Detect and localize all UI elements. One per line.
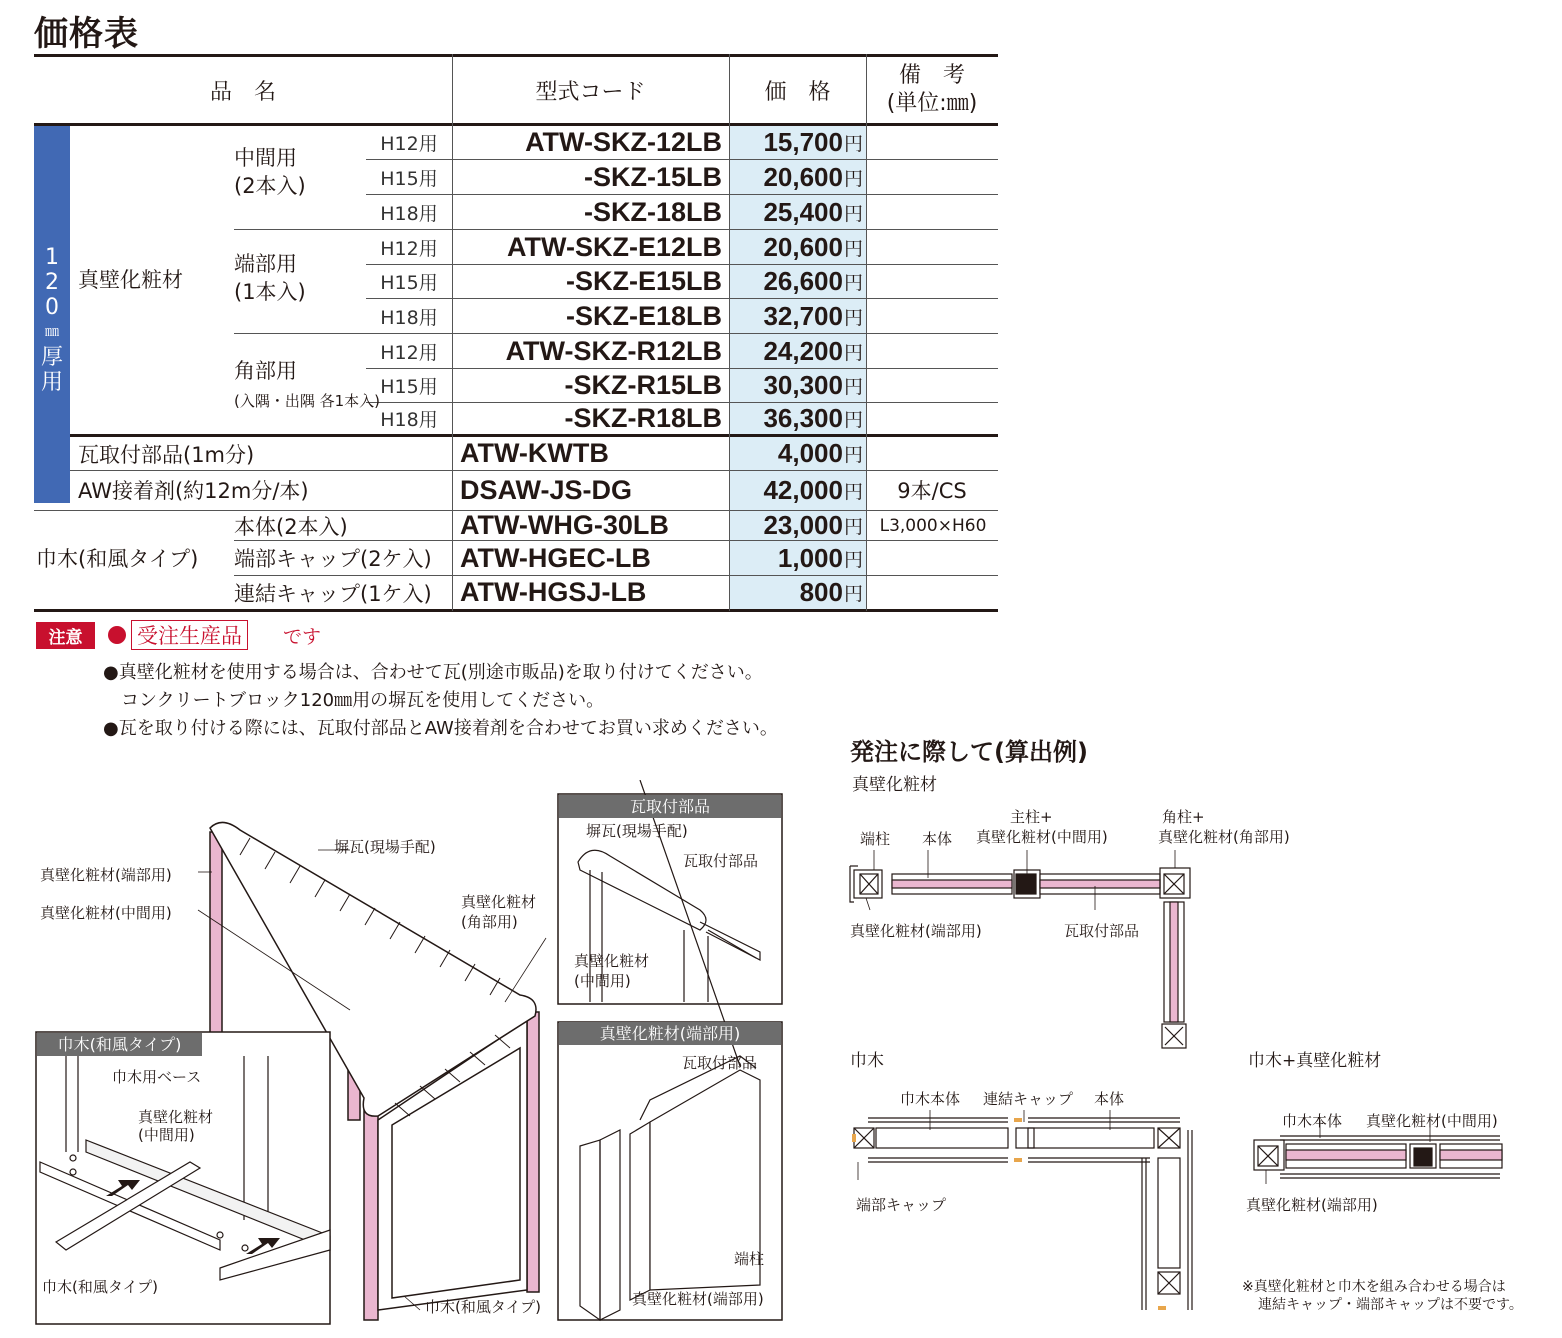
- label-tile-box-part: 瓦取付部品: [683, 852, 759, 870]
- label-end-post: 端柱: [860, 830, 891, 848]
- price-cell: [729, 299, 863, 333]
- tile-part-price: [729, 437, 863, 470]
- product-code: -SKZ-E15LB: [565, 266, 722, 296]
- price-value: 36,300: [763, 403, 843, 433]
- header-price: 価 格: [764, 79, 831, 105]
- tile-part-code: ATW-KWTB: [460, 438, 609, 468]
- price-cell: [729, 403, 863, 434]
- label-combo-habaki-body: 巾木本体: [1282, 1112, 1343, 1130]
- yen: 円: [843, 377, 863, 398]
- label-mid-1: 真壁化粧材: [138, 1108, 214, 1126]
- habaki-box-title: 巾木(和風タイプ): [37, 1033, 202, 1056]
- height-label: H15用: [380, 376, 438, 398]
- price-cell: [729, 369, 863, 402]
- adhesive-remark: 9本/CS: [897, 479, 967, 503]
- yen: 円: [843, 481, 863, 503]
- makabe-example-title: 真壁化粧材: [852, 775, 937, 795]
- label-end-box-end: 真壁化粧材(端部用): [632, 1290, 764, 1308]
- subgroup-corner-2: (入隅・出隅 各1本入): [234, 392, 381, 410]
- label-habaki-body: 巾木本体: [900, 1090, 961, 1108]
- yen: 円: [843, 307, 863, 329]
- yen: 円: [843, 238, 863, 260]
- subgroup-end-2: (1本入): [234, 280, 306, 304]
- yen: 円: [843, 410, 863, 431]
- label-combo-middle: 真壁化粧材(中間用): [1366, 1112, 1498, 1130]
- height-label: H18用: [380, 202, 438, 225]
- label-end-material: 真壁化粧材(端部用): [40, 866, 172, 884]
- made-to-order-suffix: です: [283, 625, 322, 648]
- habaki-item-code: ATW-HGSJ-LB: [460, 577, 647, 607]
- combo-example-title: 巾木+真壁化粧材: [1248, 1051, 1382, 1071]
- label-corner-post-1: 角柱+: [1162, 808, 1205, 826]
- label-corner-material-2: (角部用): [461, 913, 518, 931]
- habaki-example-title: 巾木: [850, 1051, 884, 1071]
- header-remarks-1: 備 考: [898, 63, 965, 88]
- label-tile-box-mid-2: (中間用): [574, 972, 631, 990]
- habaki-item-price-value: 1,000: [777, 542, 843, 573]
- price-value: 32,700: [763, 300, 843, 331]
- label-wall-tile: 塀瓦(現場手配): [334, 838, 436, 856]
- subgroup-middle: [234, 144, 306, 200]
- habaki-item-code: ATW-WHG-30LB: [460, 510, 669, 540]
- thickness-band: [34, 125, 70, 503]
- product-code: -SKZ-18LB: [583, 196, 722, 227]
- subgroup-end: [234, 250, 306, 306]
- product-code: ATW-SKZ-R12LB: [505, 335, 722, 366]
- yen: 円: [843, 133, 863, 155]
- habaki-group: 巾木(和風タイプ): [36, 547, 199, 571]
- end-box-title: 真壁化粧材(端部用): [559, 1022, 781, 1045]
- price-value: 20,600: [763, 161, 843, 192]
- yen: 円: [843, 168, 863, 190]
- tile-part-name: 瓦取付部品(1m分): [78, 442, 255, 467]
- header-name: 品 名: [209, 79, 276, 105]
- label-habaki-inset: 巾木(和風タイプ): [42, 1278, 158, 1296]
- product-code: -SKZ-15LB: [583, 161, 722, 192]
- product-code: ATW-SKZ-12LB: [525, 126, 722, 157]
- label-habaki-base: 巾木用ベース: [112, 1068, 202, 1086]
- product-code: -SKZ-R18LB: [564, 403, 722, 433]
- yen: 円: [843, 342, 863, 364]
- label-mid-2: (中間用): [138, 1126, 195, 1144]
- header-remarks-2: (単位:㎜): [886, 91, 978, 116]
- habaki-item-price: [729, 541, 863, 575]
- label-joint-cap: 連結キャップ: [983, 1090, 1074, 1108]
- adhesive-price: [729, 471, 863, 509]
- label-tile-part: 瓦取付部品: [1064, 922, 1140, 940]
- thickness-label: 1 2 0 ㎜ 厚 用: [40, 245, 63, 395]
- price-cell: [729, 334, 863, 368]
- height-label: H15用: [380, 167, 438, 190]
- yen: 円: [843, 203, 863, 225]
- price-value: 25,400: [763, 196, 843, 227]
- price-value: 24,200: [763, 335, 843, 366]
- label-body: 本体: [922, 830, 953, 848]
- adhesive-code: DSAW-JS-DG: [460, 474, 632, 505]
- yen: 円: [843, 445, 863, 466]
- made-to-order-label: 受注生産品: [131, 620, 248, 650]
- label-end-box-post: 端柱: [734, 1250, 765, 1268]
- label-end-box-part: 瓦取付部品: [682, 1054, 758, 1072]
- product-code: -SKZ-E18LB: [565, 300, 722, 331]
- subgroup-end-1: 端部用: [234, 252, 297, 276]
- yen: 円: [843, 517, 863, 538]
- label-end-cap: 端部キャップ: [856, 1196, 947, 1214]
- label-habaki-main-body: 本体: [1094, 1090, 1125, 1108]
- yen: 円: [843, 273, 863, 294]
- adhesive-price-value: 42,000: [763, 474, 843, 505]
- habaki-item-price: [729, 511, 863, 540]
- subgroup-middle-1: 中間用: [234, 146, 297, 170]
- yen: 円: [843, 584, 863, 605]
- label-corner-material-1: 真壁化粧材: [461, 893, 537, 911]
- label-end-material: 真壁化粧材(端部用): [850, 922, 982, 940]
- page-title: 価格表: [34, 14, 139, 54]
- label-middle-material: 真壁化粧材(中間用): [40, 904, 172, 922]
- price-cell: [729, 160, 863, 194]
- height-label: H12用: [380, 341, 438, 364]
- height-label: H18用: [380, 306, 438, 329]
- group-makabe: 真壁化粧材: [78, 268, 183, 292]
- habaki-item-name: 本体(2本入): [234, 514, 348, 539]
- price-value: 20,600: [763, 231, 843, 262]
- label-main-post-2: 真壁化粧材(中間用): [976, 828, 1108, 846]
- habaki-item-price: [729, 576, 863, 609]
- habaki-item-remark: L3,000×H60: [879, 515, 987, 536]
- price-value: 30,300: [763, 370, 843, 400]
- habaki-item-price-value: 23,000: [763, 510, 843, 540]
- note-line: ●瓦を取り付ける際には、瓦取付部品とAW接着剤を合わせてお買い求めください。: [103, 718, 778, 739]
- header-code: 型式コード: [535, 79, 646, 105]
- price-cell: [729, 195, 863, 229]
- subgroup-middle-2: (2本入): [234, 174, 306, 198]
- tile-part-price-value: 4,000: [777, 438, 843, 468]
- price-value: 26,600: [763, 266, 843, 296]
- product-code: ATW-SKZ-E12LB: [507, 231, 722, 262]
- order-example-title: 発注に際して(算出例): [850, 738, 1088, 766]
- order-diagrams: [840, 840, 1560, 1320]
- tile-box-title: 瓦取付部品: [559, 795, 781, 818]
- label-tile-box-wall-tile: 塀瓦(現場手配): [586, 822, 688, 840]
- label-main-post-1: 主柱+: [1010, 808, 1053, 826]
- price-cell: [729, 265, 863, 298]
- habaki-item-name: 端部キャップ(2ケ入): [234, 547, 432, 571]
- subgroup-corner-1: 角部用: [234, 359, 297, 383]
- header-remarks: [866, 57, 998, 123]
- height-label: H12用: [380, 237, 438, 260]
- subgroup-corner: [234, 356, 380, 416]
- height-label: H18用: [380, 409, 438, 431]
- label-habaki: 巾木(和風タイプ): [425, 1298, 541, 1316]
- footnote-2: 連結キャップ・端部キャップは不要です。: [1258, 1297, 1523, 1313]
- yen: 円: [843, 549, 863, 571]
- price-cell: [729, 230, 863, 264]
- note-line: ●真壁化粧材を使用する場合は、合わせて瓦(別途市販品)を取り付けてください。: [103, 662, 763, 683]
- product-code: -SKZ-R15LB: [564, 370, 722, 400]
- adhesive-name: AW接着剤(約12m分/本): [78, 479, 309, 503]
- price-cell: [729, 125, 863, 159]
- red-dot-icon: [108, 626, 126, 644]
- footnote-1: ※真壁化粧材と巾木を組み合わせる場合は: [1242, 1279, 1506, 1295]
- label-combo-end: 真壁化粧材(端部用): [1246, 1196, 1378, 1214]
- price-value: 15,700: [763, 126, 843, 157]
- label-corner-post-2: 真壁化粧材(角部用): [1158, 828, 1290, 846]
- habaki-item-price-value: 800: [799, 577, 843, 607]
- habaki-item-code: ATW-HGEC-LB: [460, 542, 651, 573]
- height-label: H12用: [380, 132, 438, 155]
- caution-badge: 注意: [36, 622, 95, 649]
- label-tile-box-mid-1: 真壁化粧材: [574, 952, 650, 970]
- note-line: コンクリートブロック120㎜用の塀瓦を使用してください。: [103, 690, 605, 711]
- price-table: [34, 54, 998, 611]
- height-label: H15用: [380, 272, 438, 294]
- habaki-item-name: 連結キャップ(1ケ入): [234, 581, 432, 606]
